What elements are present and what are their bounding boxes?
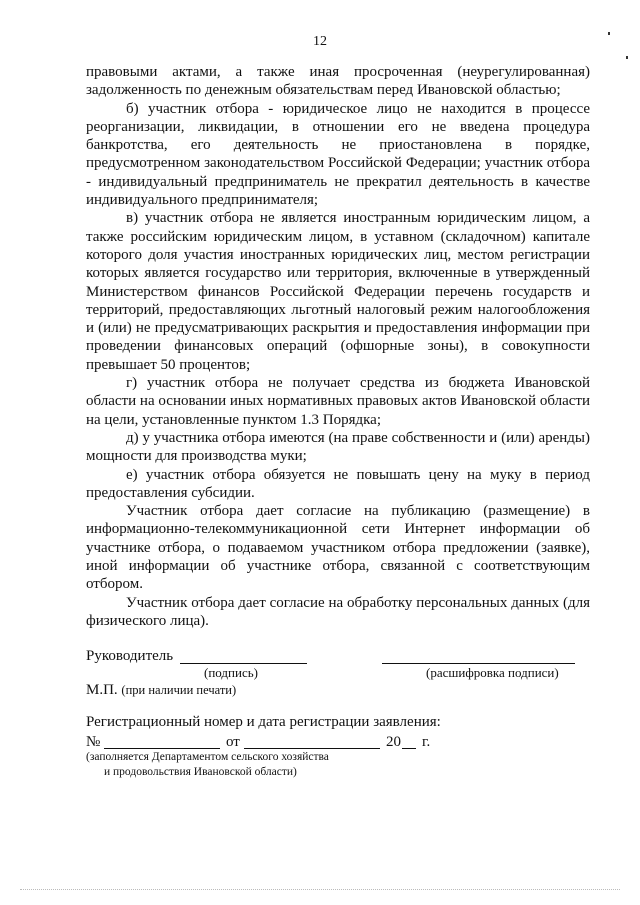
paragraph-continuation: правовыми актами, а также иная просроченная (неурегулированная) задолженность по денежным обязательствам перед Ивановской областью;	[86, 64, 590, 99]
scan-artifact-dots	[20, 889, 620, 891]
paragraph-b: б) участник отбора - юридическое лицо не находится в процессе реорганизации, ликвидации, в отношении его не введена процедура банкротства, его деятельность не приостановлена в порядке, предусмотренном законодательством Российской Федерации; участник отбора - индивидуальный предприниматель не прекратил деятельность в качестве индивидуального предпринимателя;	[86, 100, 590, 209]
paragraph-personal-data-consent: Участник отбора дает согласие на обработку персональных данных (для физического лица).	[86, 594, 590, 629]
stamp-label	[86, 682, 236, 699]
signature-caption: (подпись)	[204, 665, 258, 680]
registration-from-label: от	[226, 734, 240, 750]
corner-mark	[608, 32, 610, 35]
paragraph-v: в) участник отбора не является иностранным юридическим лицом, а также российским юридическим лицом, в уставном (складочном) капитале которого доля участия иностранных юридических лиц, местом регистрации которых является государство или территория, включенные в утвержденный Министерством финансов Российской Федерации перечень государств и территорий, предоставляющих льготный налоговый режим налогообложения и (или) не предусматривающих раскрытия и предоставления информации при проведении финансовых операций (офшорные зоны), в совокупности превышает 50 процентов;	[86, 210, 590, 373]
stamp-note: (при наличии печати)	[121, 683, 237, 697]
decode-caption: (расшифровка подписи)	[426, 665, 559, 680]
paragraph-d: д) у участника отбора имеются (на праве собственности и (или) аренды) мощности для производства муки;	[86, 429, 590, 465]
registration-note-line1: (заполняется Департаментом сельского хозяйства	[86, 751, 329, 763]
paragraph-publication-consent: Участник отбора дает согласие на публикацию (размещение) в информационно-телекоммуникационной сети Интернет информации об участнике отбора, о подаваемом участником отбора предложении (заявке), иной информации об участнике отбора, связанной с соответствующим отбором.	[86, 503, 590, 593]
registration-number-sign: №	[86, 734, 101, 750]
paragraph-g: г) участник отбора не получает средства из бюджета Ивановской области на основании иных нормативных правовых актов Ивановской области на цели, установленные пунктом 1.3 Порядка;	[86, 375, 590, 428]
registration-date-line	[244, 748, 380, 749]
head-label: Руководитель	[86, 648, 174, 664]
registration-year-line	[402, 748, 416, 749]
document-body	[86, 63, 590, 630]
decode-line	[382, 663, 575, 664]
corner-mark	[626, 56, 628, 59]
paragraph-e: е) участник отбора обязуется не повышать цену на муку в период предоставления субсидии.	[86, 466, 590, 501]
signature-line	[180, 663, 307, 664]
registration-note-line2: и продовольствия Ивановской области)	[104, 766, 297, 778]
registration-year-suffix: г.	[422, 734, 431, 750]
page-number: 12	[313, 34, 327, 49]
registration-year-prefix: 20	[386, 734, 401, 750]
stamp-abbr: М.П.	[86, 682, 118, 698]
registration-number-line	[104, 748, 220, 749]
registration-title: Регистрационный номер и дата регистрации заявления:	[86, 714, 441, 730]
